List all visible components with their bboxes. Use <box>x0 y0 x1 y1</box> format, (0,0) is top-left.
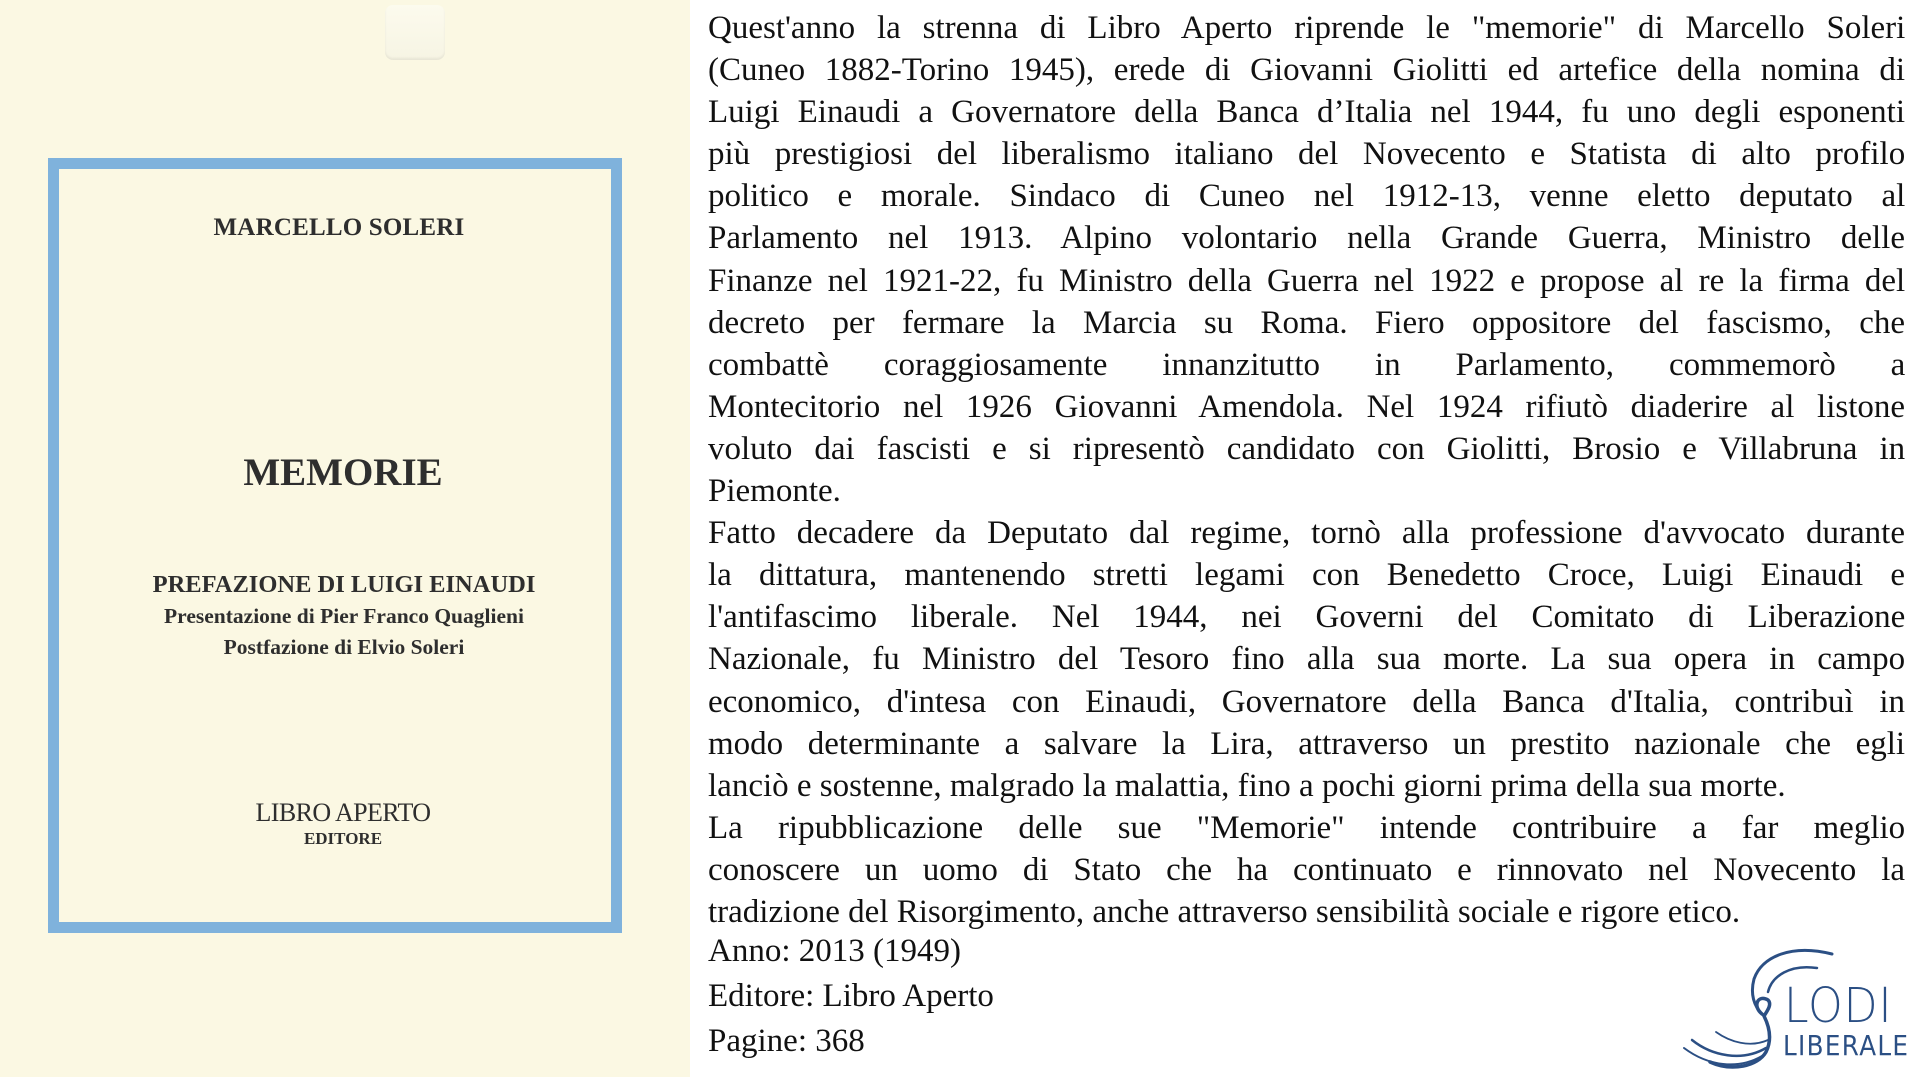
lodi-liberale-logo <box>1672 944 1917 1076</box>
logo-title: LODI <box>1784 978 1893 1034</box>
description-line: lanciò e sostenne, malgrado la malattia, fino a pochi giorni prima della sua morte. <box>708 767 1786 804</box>
cover-author: MARCELLO SOLERI <box>213 214 465 241</box>
detail-publisher: Editore: Libro Aperto <box>708 978 994 1014</box>
detail-pages: Pagine: 368 <box>708 1023 865 1059</box>
description-line: Finanze nel 1921-22, fu Ministro della Guerra nel 1922 e propose al re la firma del <box>708 262 1905 299</box>
description-line: l'antifascimo liberale. Nel 1944, nei Governi del Comitato di Liberazione <box>708 599 1905 636</box>
detail-year: Anno: 2013 (1949) <box>708 933 961 969</box>
book-description <box>708 7 1905 933</box>
description-line: la dittatura, mantenendo stretti legami con Benedetto Croce, Luigi Einaudi e <box>708 557 1905 594</box>
description-line: Fatto decadere da Deputato dal regime, tornò alla professione d'avvocato durante <box>708 515 1905 552</box>
cover-publisher: LIBRO APERTO <box>255 798 431 827</box>
description-line: voluto dai fascisti e si ripresentò candidato con Giolitti, Brosio e Villabruna in <box>708 430 1905 467</box>
description-line: La ripubblicazione delle sue "Memorie" intende contribuire a far meglio <box>708 809 1905 846</box>
description-line: decreto per fermare la Marcia su Roma. Fiero oppositore del fascismo, che <box>708 304 1905 341</box>
description-line: Piemonte. <box>708 473 841 510</box>
description-line: Nazionale, fu Ministro del Tesoro fino alla sua morte. La sua opera in campo <box>708 641 1905 678</box>
description-line: più prestigiosi del liberalismo italiano del Novecento e Statista di alto profilo <box>708 136 1905 173</box>
description-line: (Cuneo 1882-Torino 1945), erede di Giovanni Giolitti ed artefice della nomina di <box>708 52 1905 89</box>
description-line: Montecitorio nel 1926 Giovanni Amendola. Nel 1924 rifiutò diaderire al listone <box>708 388 1905 425</box>
cover-crease <box>385 5 445 60</box>
cover-title: MEMORIE <box>243 451 443 494</box>
description-line: economico, d'intesa con Einaudi, Governatore della Banca d'Italia, contribuì in <box>708 683 1905 720</box>
description-line: politico e morale. Sindaco di Cuneo nel 1912-13, venne eletto deputato al <box>708 178 1905 215</box>
description-line: modo determinante a salvare la Lira, attraverso un prestito nazionale che egli <box>708 725 1905 762</box>
description-line: Quest'anno la strenna di Libro Aperto riprende le "memorie" di Marcello Soleri <box>708 10 1905 46</box>
description-line: tradizione del Risorgimento, anche attraverso sensibilità sociale e rigore etico. <box>708 893 1741 930</box>
cover-preface: PREFAZIONE DI LUIGI EINAUDI <box>152 571 536 598</box>
book-cover <box>0 0 690 1077</box>
cover-postface: Postfazione di Elvio Soleri <box>223 635 465 659</box>
cover-presentation: Presentazione di Pier Franco Quaglieni <box>164 604 524 628</box>
description-line: Luigi Einaudi a Governatore della Banca d’Italia nel 1944, fu uno degli esponenti <box>708 94 1905 131</box>
description-line: conoscere un uomo di Stato che ha continuato e rinnovato nel Novecento la <box>708 851 1905 888</box>
logo-subtitle: LIBERALE <box>1783 1029 1910 1062</box>
cover-publisher-sub: EDITORE <box>303 829 383 848</box>
description-line: Parlamento nel 1913. Alpino volontario nella Grande Guerra, Ministro delle <box>708 220 1905 257</box>
description-line: combattè coraggiosamente innanzitutto in Parlamento, commemorò a <box>708 346 1905 383</box>
